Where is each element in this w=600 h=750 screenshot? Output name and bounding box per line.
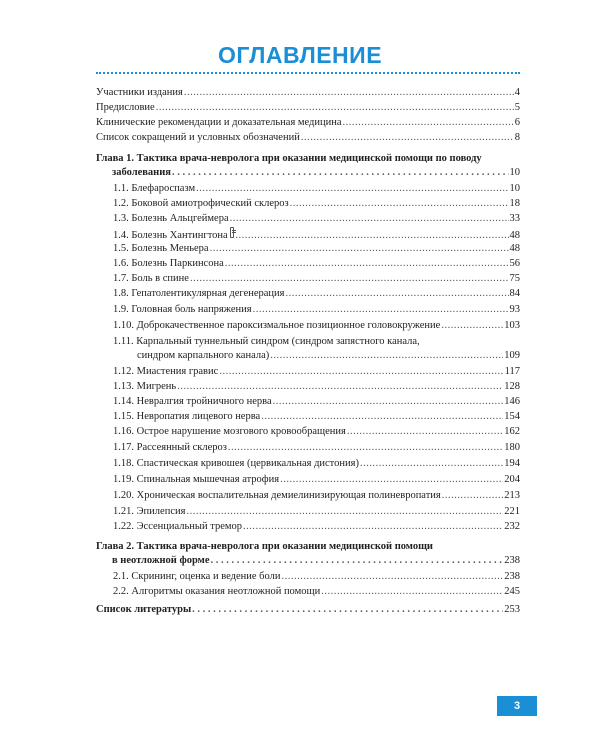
- toc-subentry[interactable]: 2.2. Алгоритмы оказания неотложной помощи ..... 245: [113, 585, 520, 599]
- chapter-2-entry[interactable]: в неотложной форме . . . 238: [96, 554, 520, 568]
- toc-subentry[interactable]: 1.7. Боль в спине ..... 75: [113, 272, 520, 286]
- document-icon: [230, 227, 235, 238]
- toc-entry-page: 5: [514, 102, 520, 113]
- toc-entry[interactable]: [96, 101, 520, 115]
- toc-subentry[interactable]: 1.8. Гепатолентикулярная дегенерация ..... 84: [113, 287, 520, 301]
- toc-subentry[interactable]: 1.17. Рассеянный склероз ..... 180: [113, 441, 520, 455]
- toc-entry[interactable]: [96, 86, 520, 100]
- toc-entry[interactable]: [96, 116, 520, 130]
- toc-subentry[interactable]: 1.6. Болезнь Паркинсона ..... 56: [113, 257, 520, 271]
- toc-subentry[interactable]: 1.15. Невропатия лицевого нерва ..... 154: [113, 410, 520, 424]
- toc-subentry[interactable]: 1.22. Эссенциальный тремор ..... 232: [113, 520, 520, 534]
- toc-entry-label: Список сокращений и условных обозначений: [96, 132, 300, 143]
- toc-subentry[interactable]: 1.18. Спастическая кривошея (цервикальная дистония) ..... 194: [113, 457, 520, 471]
- toc-subentry[interactable]: 1.13. Мигрень ..... 128: [113, 380, 520, 394]
- toc-subentry[interactable]: 1.4. Болезнь Хантингтона ..... 48: [113, 227, 520, 243]
- toc-subentry[interactable]: 2.1. Скрининг, оценка и ведение боли ..... 238: [113, 570, 520, 584]
- toc-subentry[interactable]: 1.16. Острое нарушение мозгового кровообращения ..... 162: [113, 425, 520, 439]
- toc-subentry[interactable]: 1.9. Головная боль напряжения ..... 93: [113, 303, 520, 317]
- page-title: ОГЛАВЛЕНИЕ: [217, 42, 383, 68]
- chapter-1-heading[interactable]: Глава 1. Тактика врача-невролога при оказании медицинской помощи по поводу: [96, 153, 482, 164]
- toc-subentry[interactable]: 1.14. Невралгия тройничного нерва ..... 146: [113, 395, 520, 409]
- toc-subentry[interactable]: 1.12. Миастения гравис ..... 117: [113, 365, 520, 379]
- toc-entry-page: 8: [514, 132, 520, 143]
- toc-entry-page: 6: [514, 117, 520, 128]
- toc-subentry[interactable]: 1.1. Блефароспазм ..... 10: [113, 182, 520, 196]
- toc-entry-label: Участники издания: [96, 87, 183, 98]
- toc-subentry[interactable]: 1.21. Эпилепсия ..... 221: [113, 505, 520, 519]
- title-divider: [96, 72, 520, 74]
- chapter-1-entry[interactable]: заболевания . . . 10: [96, 166, 520, 180]
- toc-subentry[interactable]: 1.2. Боковой амиотрофический склероз ..... 18: [113, 197, 520, 211]
- toc-subentry[interactable]: 1.5. Болезнь Меньера ..... 48: [113, 242, 520, 256]
- toc-subentry[interactable]: 1.20. Хроническая воспалительная демиелинизирующая полиневропатия ..... 213: [113, 489, 520, 503]
- references-entry[interactable]: Список литературы . . . 253: [96, 603, 520, 617]
- toc-subentry-line1[interactable]: 1.11. Карпальный туннельный синдром (синдром запястного канала,: [113, 336, 420, 347]
- toc-subentry[interactable]: 1.19. Спинальная мышечная атрофия ..... 204: [113, 473, 520, 487]
- page-number-badge: 3: [497, 696, 537, 716]
- chapter-2-heading[interactable]: Глава 2. Тактика врача-невролога при оказании медицинской помощи: [96, 541, 433, 552]
- toc-entry-label: Клинические рекомендации и доказательная медицина: [96, 117, 342, 128]
- toc-subentry[interactable]: 1.3. Болезнь Альцгеймера ..... 33: [113, 212, 520, 226]
- toc-subentry[interactable]: синдром карпального канала) ..... 109: [137, 349, 520, 363]
- toc-entry-page: 4: [514, 87, 520, 98]
- toc-subentry[interactable]: 1.10. Доброкачественное пароксизмальное позиционное головокружение ..... 103: [113, 319, 520, 333]
- toc-entry[interactable]: [96, 131, 520, 145]
- toc-entry-label: Предисловие: [96, 102, 155, 113]
